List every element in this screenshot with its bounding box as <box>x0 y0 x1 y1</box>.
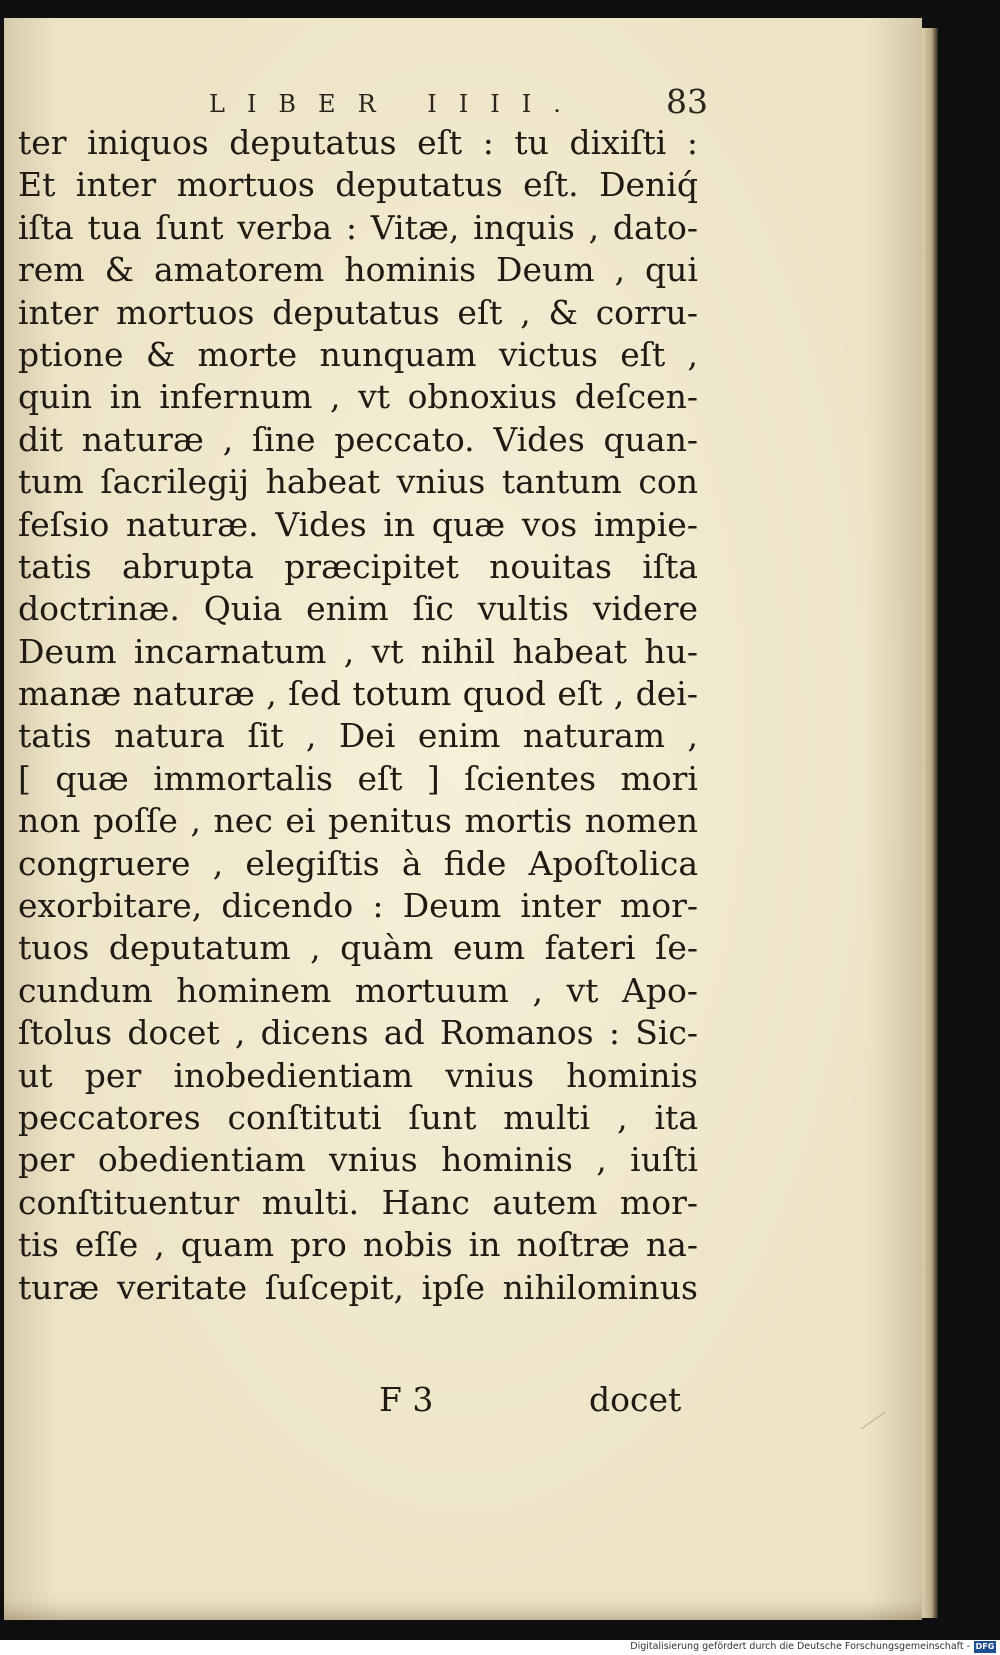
text-line: inter mortuos deputatus eſt , & corru- <box>18 292 698 332</box>
text-line: rem & amatorem hominis Deum , qui <box>18 250 698 290</box>
text-line: Et inter mortuos deputatus eſt. Deniq́ <box>18 165 698 205</box>
text-line: per obedientiam vnius hominis , iuſti <box>18 1140 698 1180</box>
text-line: congruere , elegiſtis à fide Apoſtolica <box>18 843 698 883</box>
dfg-logo[interactable]: DFG <box>975 1642 995 1651</box>
credit-text: Digitalisierung gefördert durch die Deutsche Forschungsgemeinschaft - <box>630 1641 970 1652</box>
text-line: ſtolus docet , dicens ad Romanos : Sic- <box>18 1013 698 1053</box>
page-footer <box>4 1380 922 1424</box>
text-line: dit naturæ , ſine peccato. Vides quan- <box>18 419 698 459</box>
text-line: turæ veritate ſuſcepit, ipſe nihilominus <box>18 1267 698 1307</box>
signature-mark: F 3 <box>379 1380 434 1419</box>
text-line: Deum incarnatum , vt nihil habeat hu- <box>18 631 698 671</box>
text-line: tatis natura ſit , Dei enim naturam , <box>18 716 698 756</box>
book-edge <box>922 28 938 1618</box>
text-line: ter iniquos deputatus eſt : tu dixiſti : <box>18 123 698 162</box>
text-line: ptione & morte nunquam victus eſt , <box>18 334 698 374</box>
running-title: LIBER IIII. <box>209 90 583 118</box>
text-line: doctrinæ. Quia enim ſic vultis videre <box>18 589 698 629</box>
running-head <box>4 82 922 122</box>
text-block <box>18 122 698 1309</box>
text-line: tum ſacrilegij habeat vnius tantum con <box>18 462 698 502</box>
text-line: feſsio naturæ. Vides in quæ vos impie- <box>18 504 698 544</box>
text-line: conſtituentur multi. Hanc autem mor- <box>18 1182 698 1222</box>
catchword: docet <box>589 1380 682 1419</box>
page-number: 83 <box>666 82 708 121</box>
text-line: [ quæ immortalis eſt ] ſcientes mori <box>18 758 698 798</box>
text-line: ut per inobedientiam vnius hominis <box>18 1055 698 1095</box>
book-page <box>4 18 922 1620</box>
text-line: tuos deputatum , quàm eum fateri ſe- <box>18 928 698 968</box>
text-line: quin in infernum , vt obnoxius deſcen- <box>18 377 698 417</box>
text-line: tis eſſe , quam pro nobis in noſtræ na- <box>18 1225 698 1265</box>
text-line: exorbitare, dicendo : Deum inter mor- <box>18 886 698 926</box>
text-line: iſta tua ſunt verba : Vitæ, inquis , dato- <box>18 207 698 247</box>
text-line: cundum hominem mortuum , vt Apo- <box>18 970 698 1010</box>
text-line: peccatores conſtituti ſunt multi , ita <box>18 1097 698 1137</box>
credit-bar <box>0 1640 1000 1655</box>
text-line: tatis abrupta præcipitet nouitas iſta <box>18 546 698 586</box>
text-line: non poſſe , nec ei penitus mortis nomen <box>18 801 698 841</box>
text-line: manæ naturæ , ſed totum quod eſt , dei- <box>18 674 698 714</box>
